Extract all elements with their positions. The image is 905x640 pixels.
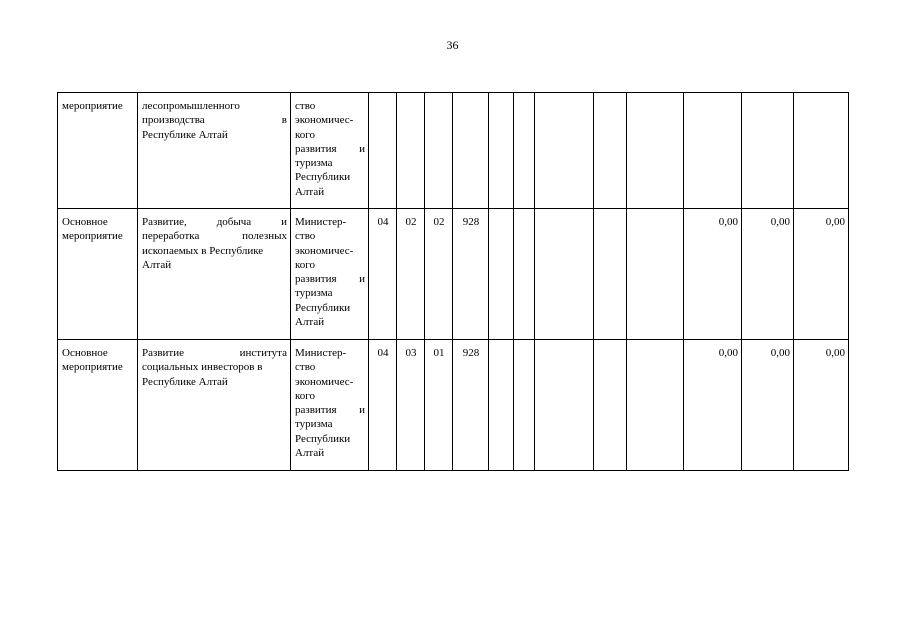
amount-cell: 0,00 [684, 209, 742, 340]
text-word: экономичес- [295, 375, 354, 388]
code-cell [425, 93, 453, 209]
text-word: Республики [295, 432, 351, 445]
code-cell: 03 [397, 340, 425, 471]
text-line [295, 215, 365, 229]
text-line [142, 360, 287, 374]
text-line [142, 99, 287, 113]
text-line [295, 346, 365, 360]
activity-type-cell [58, 209, 138, 340]
activity-type-text: мероприятие [62, 100, 123, 112]
text-word: Республики [295, 171, 351, 184]
text-word: ство [295, 361, 316, 374]
text-line [142, 215, 287, 229]
text-word: экономичес- [295, 114, 354, 127]
text-word: и [359, 404, 365, 417]
text-word: Алтай [295, 185, 325, 198]
empty-cell [627, 340, 684, 471]
table-row [58, 93, 849, 209]
text-word: кого [295, 389, 316, 402]
amount-cell [794, 93, 849, 209]
text-line [142, 113, 287, 127]
activity-type-text: мероприятие [62, 361, 123, 374]
text-word: Алтай [295, 316, 325, 329]
text-line [295, 142, 365, 156]
text-word: Развитие [142, 347, 185, 359]
text-line [295, 170, 365, 184]
amount-cell: 0,00 [742, 340, 794, 471]
empty-cell [489, 340, 514, 471]
text-line [295, 360, 365, 374]
text-line [295, 446, 365, 460]
text-word: экономичес- [295, 244, 354, 257]
executor-cell [291, 340, 369, 471]
text-word: полезных [242, 230, 287, 243]
text-word: кого [295, 128, 316, 141]
table-body [58, 93, 849, 471]
empty-cell [514, 340, 535, 471]
code-cell: 02 [425, 209, 453, 340]
empty-cell [489, 93, 514, 209]
table-row [58, 340, 849, 471]
text-line [295, 417, 365, 431]
text-line [295, 272, 365, 286]
empty-cell [489, 209, 514, 340]
text-line [142, 128, 287, 142]
amount-cell: 0,00 [684, 340, 742, 471]
text-line [142, 258, 287, 272]
program-activities-table [57, 92, 849, 471]
empty-cell [594, 340, 627, 471]
amount-cell: 0,00 [794, 209, 849, 340]
text-word: ство [295, 230, 316, 243]
text-word: добыча [216, 216, 252, 228]
code-cell: 02 [397, 209, 425, 340]
text-line [295, 258, 365, 272]
text-line [142, 375, 287, 389]
activity-name-cell [138, 209, 291, 340]
text-line [295, 229, 365, 243]
text-word: ископаемых в Республике [142, 244, 264, 257]
empty-cell [594, 93, 627, 209]
text-word: и [281, 216, 287, 228]
text-word: ство [295, 100, 316, 112]
text-line [295, 244, 365, 258]
text-line [295, 113, 365, 127]
page-number: 36 [446, 38, 459, 52]
empty-cell [627, 209, 684, 340]
empty-cell [594, 209, 627, 340]
text-line [295, 286, 365, 300]
empty-cell [535, 340, 594, 471]
code-cell: 01 [425, 340, 453, 471]
text-line [295, 185, 365, 199]
code-cell [453, 93, 489, 209]
activity-name-cell [138, 340, 291, 471]
code-cell: 928 [453, 340, 489, 471]
code-cell: 04 [369, 340, 397, 471]
text-word: Алтай [295, 447, 325, 460]
text-word: кого [295, 258, 316, 271]
amount-cell: 0,00 [742, 209, 794, 340]
text-word: Развитие, [142, 216, 187, 228]
text-word: лесопромышленного [142, 100, 240, 112]
text-line [295, 375, 365, 389]
text-word: и [359, 142, 365, 155]
text-word: развития [295, 142, 337, 155]
empty-cell [514, 93, 535, 209]
text-line [295, 389, 365, 403]
text-line [295, 301, 365, 315]
text-word: Министер- [295, 347, 347, 359]
text-line [295, 403, 365, 417]
activity-name-cell [138, 93, 291, 209]
text-line [295, 315, 365, 329]
text-line [295, 128, 365, 142]
code-cell: 928 [453, 209, 489, 340]
amount-cell [684, 93, 742, 209]
text-word: развития [295, 273, 337, 286]
activity-type-text: Основное [62, 347, 108, 359]
text-word: в [281, 114, 287, 127]
code-cell [369, 93, 397, 209]
amount-cell [742, 93, 794, 209]
text-word: и [359, 273, 365, 286]
text-word: социальных инвесторов в [142, 361, 263, 374]
activity-type-text: мероприятие [62, 230, 123, 243]
empty-cell [535, 93, 594, 209]
text-word: туризма [295, 287, 333, 300]
text-word: туризма [295, 157, 333, 170]
executor-cell [291, 209, 369, 340]
code-cell: 04 [369, 209, 397, 340]
code-cell [397, 93, 425, 209]
activity-type-text: Основное [62, 216, 108, 228]
text-word: производства [142, 114, 205, 127]
executor-cell [291, 93, 369, 209]
text-word: Алтай [142, 258, 172, 271]
amount-cell: 0,00 [794, 340, 849, 471]
text-line [295, 99, 365, 113]
text-word: Республике Алтай [142, 375, 228, 388]
text-line [295, 156, 365, 170]
table-row [58, 209, 849, 340]
text-line [142, 244, 287, 258]
text-word: Министер- [295, 216, 347, 228]
empty-cell [627, 93, 684, 209]
text-line [142, 346, 287, 360]
activity-type-cell [58, 340, 138, 471]
text-word: развития [295, 404, 337, 417]
empty-cell [514, 209, 535, 340]
text-word: туризма [295, 418, 333, 431]
activity-type-cell [58, 93, 138, 209]
text-word: института [239, 347, 287, 359]
text-line [295, 432, 365, 446]
empty-cell [535, 209, 594, 340]
text-word: переработка [142, 230, 200, 243]
text-word: Республике Алтай [142, 128, 228, 141]
text-line [142, 229, 287, 243]
text-word: Республики [295, 301, 351, 314]
